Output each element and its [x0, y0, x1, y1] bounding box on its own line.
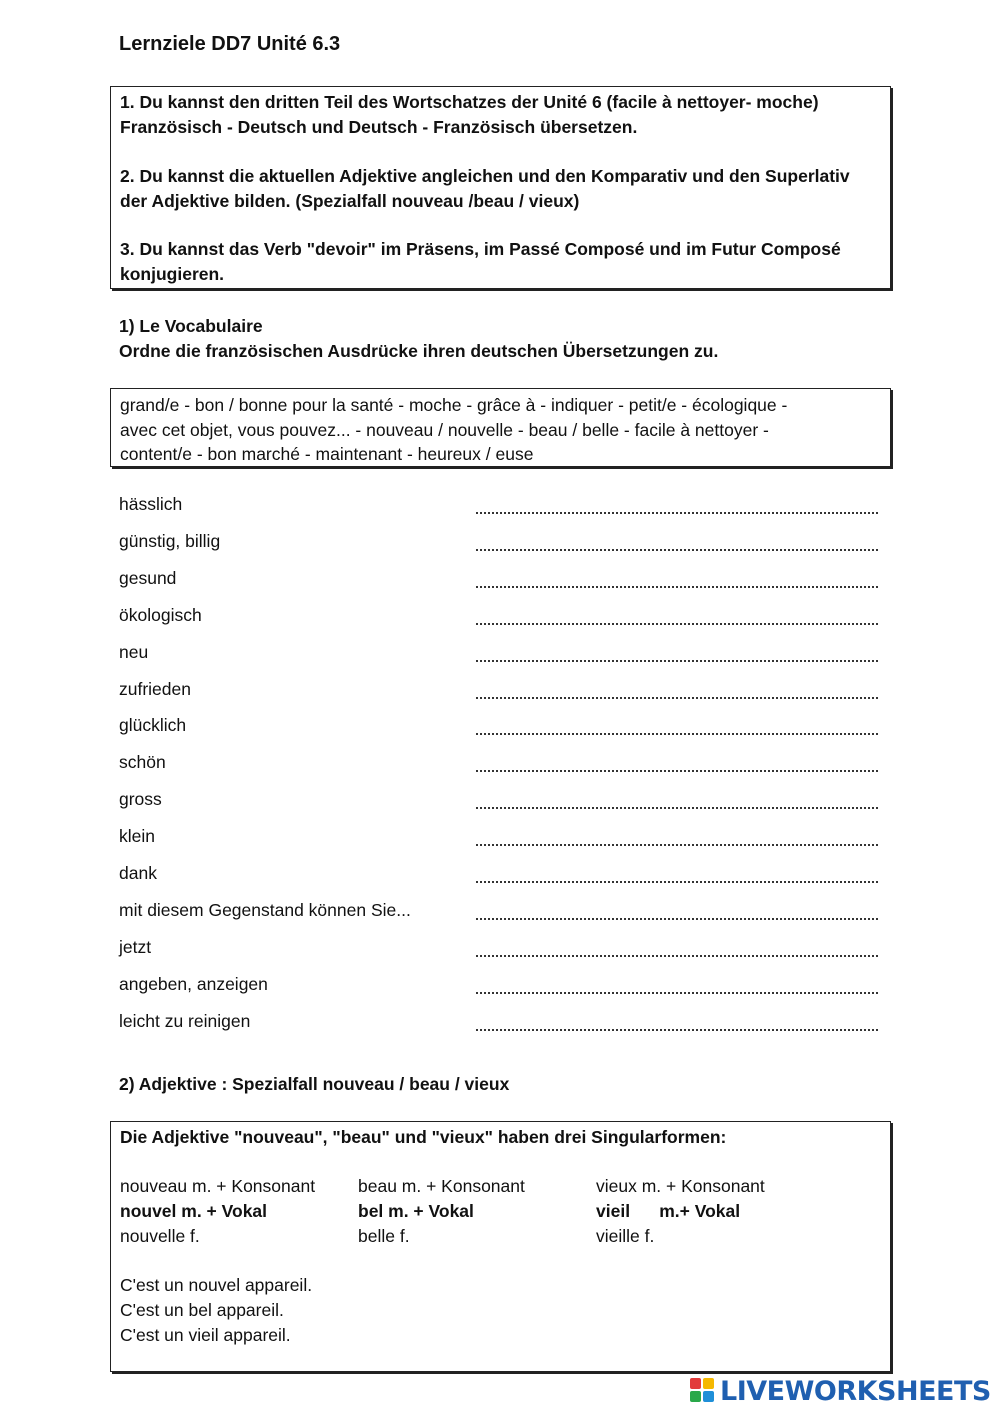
vocab-german-term: neu [119, 641, 149, 662]
answer-blank[interactable] [476, 549, 878, 551]
liveworksheets-logo [690, 1374, 991, 1408]
vocab-german-term: zufrieden [119, 678, 191, 699]
vieux-vowel: vieil m.+ Vokal [596, 1201, 741, 1221]
vocab-row [119, 974, 879, 998]
beau-feminine: belle f. [358, 1226, 410, 1246]
answer-blank[interactable] [476, 992, 878, 994]
answer-blank[interactable] [476, 697, 878, 699]
vocab-german-term: dank [119, 863, 157, 883]
adjective-box [110, 1121, 891, 1372]
word-bank-box [110, 388, 891, 467]
answer-blank[interactable] [476, 807, 878, 809]
vocab-german-term: klein [119, 826, 155, 847]
goal-3: 3. Du kannst das Verb "devoir" im Präsens, im Passé Composé und im Futur Composé konjugieren. [120, 239, 841, 284]
answer-blank[interactable] [476, 512, 878, 514]
vocab-german-term: gross [119, 789, 162, 810]
example-2: C'est un bel appareil. [120, 1300, 284, 1320]
answer-blank[interactable] [476, 955, 878, 957]
vocab-row [119, 679, 879, 703]
answer-blank[interactable] [476, 660, 878, 662]
answer-blank[interactable] [476, 770, 878, 772]
vocab-german-term: jetzt [119, 936, 152, 957]
vocab-german-term: leicht zu reinigen [119, 1010, 251, 1031]
example-3: C'est un vieil appareil. [120, 1325, 291, 1345]
answer-blank[interactable] [476, 586, 878, 588]
vocab-row [119, 900, 879, 924]
adjective-intro: Die Adjektive "nouveau", "beau" und "vieux" haben drei Singularformen: [120, 1127, 727, 1147]
vocab-german-term: schön [119, 752, 166, 773]
goal-2: 2. Du kannst die aktuellen Adjektive angleichen und den Komparativ und den Superlativ der Adjektive bilden. (Spezialfall nouveau /beau / vieux) [120, 166, 850, 211]
answer-blank[interactable] [476, 623, 878, 625]
vocab-row [119, 1011, 879, 1035]
answer-blank[interactable] [476, 881, 878, 883]
section1-heading: 1) Le Vocabulaire [119, 316, 263, 336]
section2-heading: 2) Adjektive : Spezialfall nouveau / beau / vieux [119, 1074, 510, 1094]
goal-1: 1. Du kannst den dritten Teil des Wortschatzes der Unité 6 (facile à nettoyer- moche) Französisch - Deutsch und Deutsch - Französisch übersetzen. [120, 92, 819, 137]
vocab-row [119, 863, 879, 887]
vieux-feminine: vieille f. [596, 1226, 655, 1246]
nouveau-vowel: nouvel m. + Vokal [120, 1201, 268, 1221]
vocab-german-term: günstig, billig [119, 530, 221, 551]
vocab-row [119, 531, 879, 555]
vocab-german-term: hässlich [119, 494, 183, 514]
vocab-german-term: angeben, anzeigen [119, 973, 268, 994]
vieux-consonant: vieux m. + Konsonant [596, 1176, 765, 1196]
nouveau-consonant: nouveau m. + Konsonant [120, 1176, 316, 1196]
vocab-row [119, 568, 879, 592]
beau-consonant: beau m. + Konsonant [358, 1176, 525, 1196]
vocab-row [119, 715, 879, 739]
vocab-row [119, 642, 879, 666]
logo-mark-icon [690, 1378, 716, 1404]
answer-blank[interactable] [476, 844, 878, 846]
vocab-row [119, 826, 879, 850]
word-bank: grand/e - bon / bonne pour la santé - moche - grâce à - indiquer - petit/e - écologique - avec cet objet, vous pouvez... - nouveau / nouvelle - beau / belle - facile à nettoyer - content/e - bon marché - maintenant - heureux / euse [120, 395, 788, 464]
nouveau-feminine: nouvelle f. [120, 1226, 200, 1246]
vocab-row [119, 752, 879, 776]
vocab-german-term: ökologisch [119, 604, 202, 625]
answer-blank[interactable] [476, 733, 878, 735]
vocab-german-term: glücklich [119, 715, 187, 736]
vocab-row [119, 789, 879, 813]
vocab-row [119, 605, 879, 629]
answer-blank[interactable] [476, 1029, 878, 1031]
logo-text: LIVEWORKSHEETS [720, 1375, 991, 1407]
vocab-row [119, 937, 879, 961]
section1-instruction: Ordne die französischen Ausdrücke ihren deutschen Übersetzungen zu. [119, 341, 719, 361]
beau-vowel: bel m. + Vokal [358, 1201, 474, 1221]
learning-goals-box [110, 86, 891, 289]
page-title: Lernziele DD7 Unité 6.3 [119, 33, 341, 55]
example-1: C'est un nouvel appareil. [120, 1275, 313, 1295]
vocab-german-term: gesund [119, 567, 177, 588]
answer-blank[interactable] [476, 918, 878, 920]
vocab-row [119, 494, 879, 518]
vocab-german-term: mit diesem Gegenstand können Sie... [119, 899, 411, 920]
